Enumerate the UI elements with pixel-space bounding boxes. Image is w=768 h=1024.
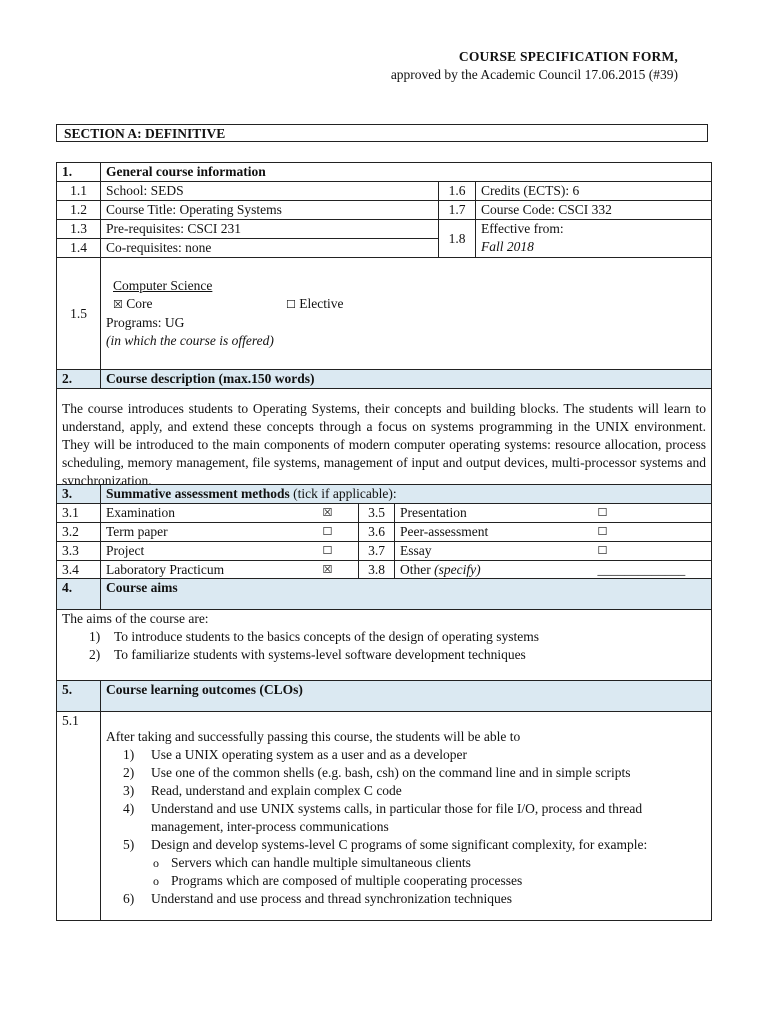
- item-number: 4): [123, 801, 135, 816]
- effective-from-value: Fall 2018: [481, 239, 534, 254]
- aim-text: To introduce students to the basics concepts of the design of operating systems: [114, 629, 539, 644]
- other-label: [395, 561, 598, 580]
- clo-text: Use a UNIX operating system as a user and as a developer: [151, 747, 468, 762]
- effective-from-label: Effective from:: [481, 221, 564, 236]
- term-paper-checkbox[interactable]: ☐: [268, 523, 359, 542]
- row-number: 3.7: [359, 542, 395, 561]
- list-item: [106, 764, 706, 782]
- sub-list-item: [106, 854, 706, 872]
- item-number: 1): [89, 629, 101, 644]
- assessment-heading-note: (tick if applicable):: [289, 486, 397, 501]
- row-number: 3.4: [57, 561, 101, 580]
- item-number: 3): [123, 783, 135, 798]
- table-row: [57, 542, 712, 561]
- list-item: [106, 836, 706, 854]
- lab-practicum-checkbox[interactable]: ☒: [268, 561, 359, 580]
- examination-label: Examination: [101, 504, 268, 523]
- row-number: 3.1: [57, 504, 101, 523]
- clos-heading-row: [57, 681, 712, 712]
- clo-text: Design and develop systems-level C programs of some significant complexity, for example:: [151, 837, 648, 852]
- item-number: 5): [123, 837, 135, 852]
- row-number: 1.2: [57, 201, 101, 220]
- row-number: 3.8: [359, 561, 395, 580]
- row-number: 3.6: [359, 523, 395, 542]
- programs-cell: [101, 258, 712, 370]
- prerequisites-field: Pre-requisites: CSCI 231: [101, 220, 439, 239]
- clo-text: Understand and use process and thread synchronization techniques: [151, 891, 513, 906]
- bullet-icon: o: [153, 874, 159, 888]
- row-number: 1.4: [57, 239, 101, 258]
- row-number: 1.5: [57, 258, 101, 370]
- section-heading: [101, 485, 712, 504]
- table-row: [57, 182, 712, 201]
- general-heading-row: [57, 163, 712, 182]
- assessment-heading-row: [57, 485, 712, 504]
- section-number: 2.: [57, 370, 101, 389]
- course-description: The course introduces students to Operating Systems, their concepts and building blocks. The students will learn to understand, apply, and extend these concepts through a focus on systems programming in the UNIX environment. They will be introduced to the main components of modern computer operating systems: resource allocation, process scheduling, memory management, file systems, management of input and output devices, multi-processor systems and synchronization.: [57, 389, 712, 491]
- corequisites-field: Co-requisites: none: [101, 239, 439, 258]
- clo-text: Read, understand and explain complex C code: [151, 783, 402, 798]
- elective-checkbox[interactable]: ☐: [286, 298, 296, 311]
- form-title: COURSE SPECIFICATION FORM,: [458, 49, 678, 64]
- clo-text: Understand and use UNIX systems calls, in particular those for file I/O, process and thread management, inter-process communications: [151, 801, 643, 834]
- list-item: [106, 746, 706, 764]
- school-field: School: SEDS: [101, 182, 439, 201]
- table-row: [57, 523, 712, 542]
- aims-cell: [57, 610, 712, 681]
- clo-subtext: Servers which can handle multiple simultaneous clients: [171, 855, 471, 870]
- row-number: 1.3: [57, 220, 101, 239]
- section-number: 3.: [57, 485, 101, 504]
- description-row: [57, 389, 712, 491]
- examination-checkbox[interactable]: ☒: [268, 504, 359, 523]
- item-number: 2): [123, 765, 135, 780]
- other-blank-field[interactable]: _____________: [598, 561, 712, 580]
- row-number: 1.1: [57, 182, 101, 201]
- lab-practicum-label: Laboratory Practicum: [101, 561, 268, 580]
- bullet-icon: o: [153, 856, 159, 870]
- programs-level: Programs: UG: [106, 315, 185, 330]
- item-number: 2): [89, 647, 101, 662]
- clos-cell: [101, 712, 712, 921]
- presentation-checkbox[interactable]: ☐: [598, 504, 712, 523]
- general-info-table: [56, 162, 712, 491]
- aim-text: To familiarize students with systems-level software development techniques: [114, 647, 526, 662]
- row-number: 3.5: [359, 504, 395, 523]
- form-header: [391, 48, 678, 84]
- clo-subtext: Programs which are composed of multiple cooperating processes: [171, 873, 523, 888]
- core-label: Core: [126, 296, 153, 311]
- row-number: 1.6: [439, 182, 476, 201]
- programs-row: [57, 258, 712, 370]
- row-number: 3.3: [57, 542, 101, 561]
- assessment-table: [56, 484, 712, 580]
- term-paper-label: Term paper: [101, 523, 268, 542]
- item-number: 6): [123, 891, 135, 906]
- form-approval: approved by the Academic Council 17.06.2015 (#39): [390, 67, 678, 82]
- list-item: [106, 800, 706, 836]
- project-checkbox[interactable]: ☐: [268, 542, 359, 561]
- aims-heading-row: [57, 579, 712, 610]
- list-item: [62, 628, 706, 646]
- aims-intro: The aims of the course are:: [62, 611, 209, 626]
- aims-row: [57, 610, 712, 681]
- section-heading: Course learning outcomes (CLOs): [101, 681, 712, 712]
- section-heading: Course description (max.150 words): [101, 370, 712, 389]
- assessment-heading: Summative assessment methods: [106, 486, 290, 501]
- clo-text: Use one of the common shells (e.g. bash, csh) on the command line and in simple scripts: [151, 765, 631, 780]
- table-row: [57, 220, 712, 239]
- list-item: [62, 646, 706, 664]
- row-number: 5.1: [57, 712, 101, 921]
- clos-intro: After taking and successfully passing this course, the students will be able to: [106, 729, 521, 744]
- peer-assessment-label: Peer-assessment: [395, 523, 598, 542]
- elective-label: Elective: [299, 296, 344, 311]
- section-heading: General course information: [101, 163, 712, 182]
- course-code-field: Course Code: CSCI 332: [476, 201, 712, 220]
- description-heading-row: [57, 370, 712, 389]
- table-row: [57, 561, 712, 580]
- effective-from-field: [476, 220, 712, 258]
- course-title-field: Course Title: Operating Systems: [101, 201, 439, 220]
- table-row: [57, 504, 712, 523]
- clos-row: [57, 712, 712, 921]
- essay-label: Essay: [395, 542, 598, 561]
- presentation-label: Presentation: [395, 504, 598, 523]
- programs-note: (in which the course is offered): [106, 333, 274, 348]
- core-checkbox[interactable]: ☒: [113, 298, 123, 311]
- other-specify: (specify): [434, 562, 481, 577]
- list-item: [106, 890, 706, 908]
- section-number: 4.: [57, 579, 101, 610]
- essay-checkbox[interactable]: ☐: [598, 542, 712, 561]
- other-text: Other: [400, 562, 435, 577]
- table-row: [57, 201, 712, 220]
- sub-list-item: [106, 872, 706, 890]
- section-heading: Course aims: [101, 579, 712, 610]
- row-number: 1.8: [439, 220, 476, 258]
- row-number: 3.2: [57, 523, 101, 542]
- aims-outcomes-table: [56, 578, 712, 921]
- item-number: 1): [123, 747, 135, 762]
- project-label: Project: [101, 542, 268, 561]
- credits-field: Credits (ECTS): 6: [476, 182, 712, 201]
- program-name: Computer Science: [113, 278, 213, 293]
- peer-assessment-checkbox[interactable]: ☐: [598, 523, 712, 542]
- section-a-title: SECTION A: DEFINITIVE: [56, 124, 708, 142]
- list-item: [106, 782, 706, 800]
- row-number: 1.7: [439, 201, 476, 220]
- section-number: 5.: [57, 681, 101, 712]
- section-number: 1.: [57, 163, 101, 182]
